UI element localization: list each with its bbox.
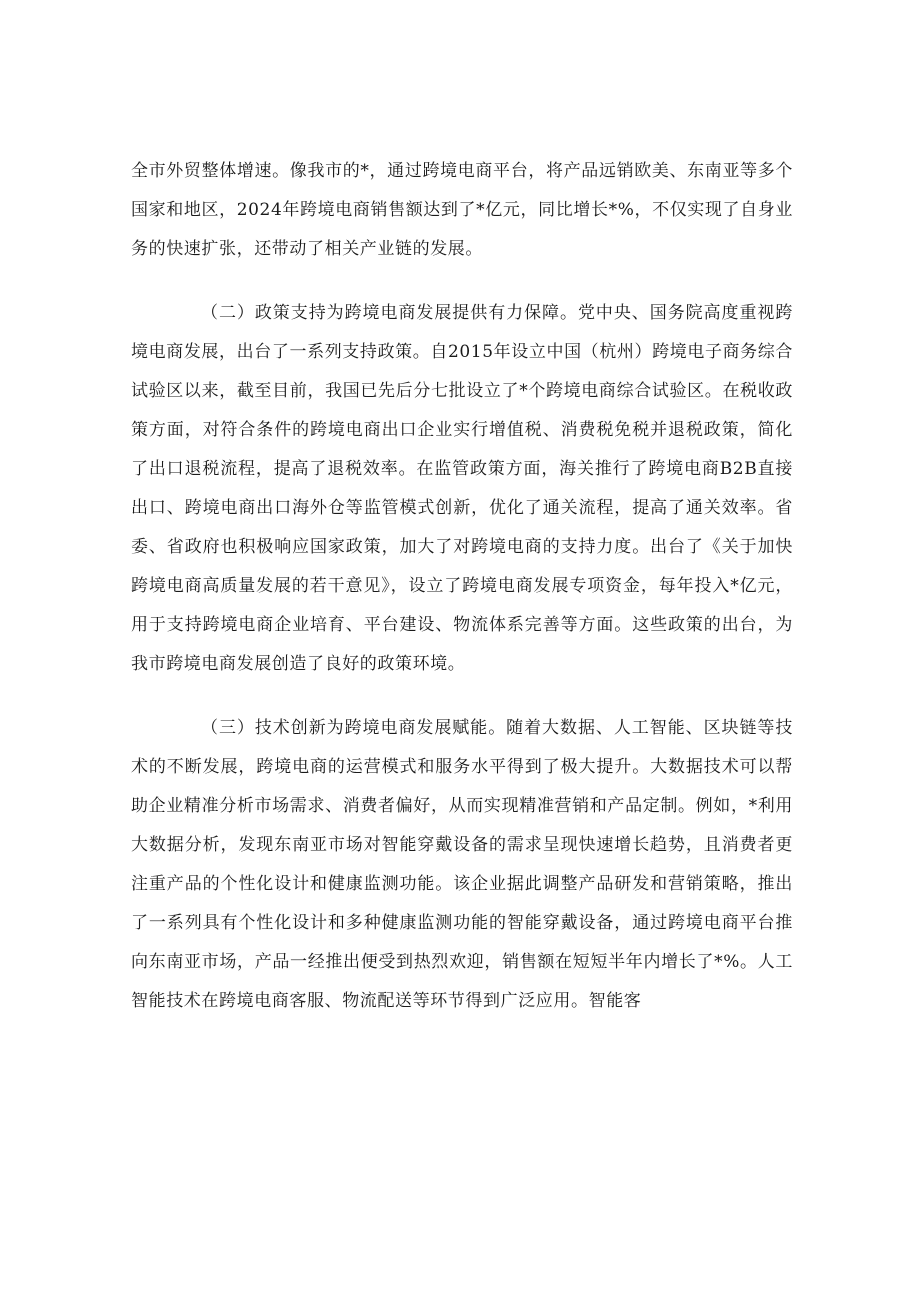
paragraph-gap	[131, 684, 793, 709]
document-body	[131, 152, 793, 1021]
paragraph-tech-innovation: （三）技术创新为跨境电商发展赋能。随着大数据、人工智能、区块链等技术的不断发展，跨境电商的运营模式和服务水平得到了极大提升。大数据技术可以帮助企业精准分析市场需求、消费者偏好，从而实现精准营销和产品定制。例如，*利用大数据分析，发现东南亚市场对智能穿戴设备的需求呈现快速增长趋势，且消费者更注重产品的个性化设计和健康监测功能。该企业据此调整产品研发和营销策略，推出了一系列具有个性化设计和多种健康监测功能的智能穿戴设备，通过跨境电商平台推向东南亚市场，产品一经推出便受到热烈欢迎，销售额在短短半年内增长了*%。人工智能技术在跨境电商客服、物流配送等环节得到广泛应用。智能客	[131, 718, 793, 1011]
paragraph-gap	[131, 269, 793, 294]
paragraph-policy-support: （二）政策支持为跨境电商发展提供有力保障。党中央、国务院高度重视跨境电商发展，出台了一系列支持政策。自2015年设立中国（杭州）跨境电子商务综合试验区以来，截至目前，我国已先后分七批设立了*个跨境电商综合试验区。在税收政策方面，对符合条件的跨境电商出口企业实行增值税、消费税免税并退税政策，简化了出口退税流程，提高了退税效率。在监管政策方面，海关推行了跨境电商B2B直接出口、跨境电商出口海外仓等监管模式创新，优化了通关流程，提高了通关效率。省委、省政府也积极响应国家政策，加大了对跨境电商的支持力度。出台了《关于加快跨境电商高质量发展的若干意见》，设立了跨境电商发展专项资金，每年投入*亿元，用于支持跨境电商企业培育、平台建设、物流体系完善等方面。这些政策的出台，为我市跨境电商发展创造了良好的政策环境。	[131, 303, 793, 674]
paragraph-continuation: 全市外贸整体增速。像我市的*，通过跨境电商平台，将产品远销欧美、东南亚等多个国家和地区，2024年跨境电商销售额达到了*亿元，同比增长*%，不仅实现了自身业务的快速扩张，还带动了相关产业链的发展。	[131, 161, 793, 259]
